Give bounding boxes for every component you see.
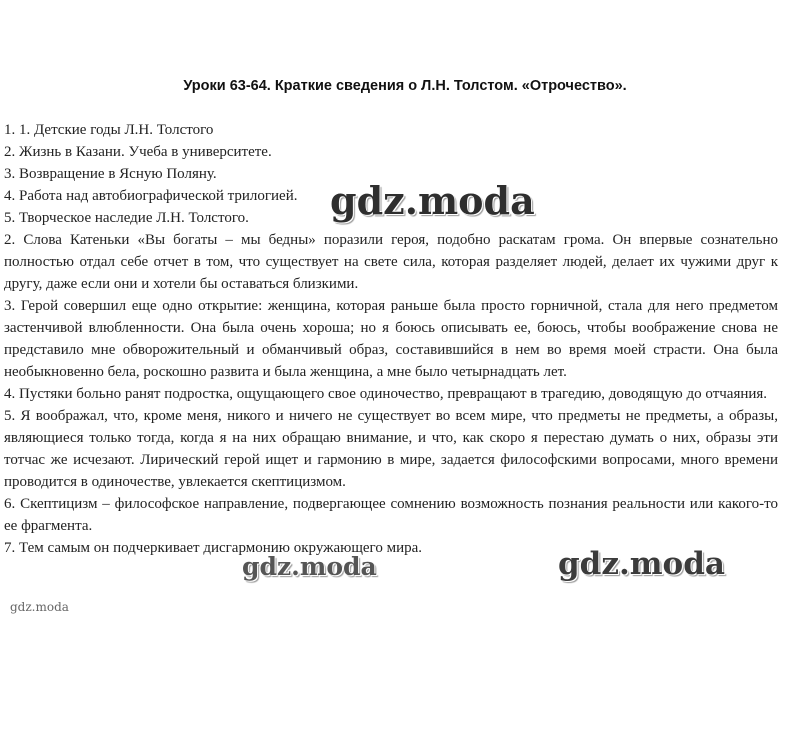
answer-number: 5. [4,408,16,424]
answer-number: 7. [4,540,16,556]
watermark-small: gdz.moda [10,600,69,614]
page-title: Уроки 63-64. Краткие сведения о Л.Н. Толстом. «Отрочество». [183,78,627,94]
answer-text: Герой совершил еще одно открытие: женщина, которая раньше была просто горничной, стала для него предметом застенчивой влюбленности. Она была очень хороша; но я боюсь описывать ее, боюсь, чтобы воображение снова не представило мне обворожительный и обманчивый образ, составившийся в нем во время моей страсти. Она была необыкновенно бела, роскошно развита и была женщина, а мне было четырнадцать лет. [4,298,779,380]
watermark-middle: gdz.moda [242,552,377,581]
plan-item-3: 3. Возвращение в Ясную Поляну. [4,166,217,182]
watermark-right: gdz.moda [558,546,725,582]
answer-text: Скептицизм – философское направление, подвергающее сомнению возможность познания реальности или какого-то ее фрагмента. [4,496,779,534]
answer-number: 4. [4,386,16,402]
answer-text: Пустяки больно ранят подростка, ощущающего свое одиночество, превращают в трагедию, доводящую до отчаяния. [19,386,768,402]
answer-6 [4,493,778,537]
plan-item-2: 2. Жизнь в Казани. Учеба в университете. [4,144,272,160]
answer-2 [4,229,778,295]
plan-item-4: 4. Работа над автобиографической трилогией. [4,188,298,204]
answer-number: 3. [4,298,16,314]
answer-number: 6. [4,496,16,512]
answer-5 [4,405,778,493]
answer-number: 2. [4,232,16,248]
answer-text: Тем самым он подчеркивает дисгармонию окружающего мира. [19,540,423,556]
answer-text: Я воображал, что, кроме меня, никого и ничего не существует во всем мире, что предметы не предметы, а образы, являющиеся только тогда, когда я на них обращаю внимание, и что, как скоро я перестаю думать о них, образы эти тотчас же исчезают. Лирический герой ищет и гармонию в мире, задается философскими вопросами, много времени проводится в одиночестве, увлекается скептицизмом. [4,408,779,490]
answer-3 [4,295,778,383]
answer-text: Слова Катеньки «Вы богаты – мы бедны» поразили героя, подобно раскатам грома. Он впервые сознательно полностью отдал себе отчет в том, что существует на свете сила, которая разделяет людей, делает их чужими друг к другу, даже если они и хотели бы оставаться близкими. [4,232,778,292]
plan-item-1: 1. 1. Детские годы Л.Н. Толстого [4,122,214,138]
plan-item-5: 5. Творческое наследие Л.Н. Толстого. [4,210,249,226]
answer-4 [4,383,778,405]
watermark-main: gdz.moda [330,178,535,223]
